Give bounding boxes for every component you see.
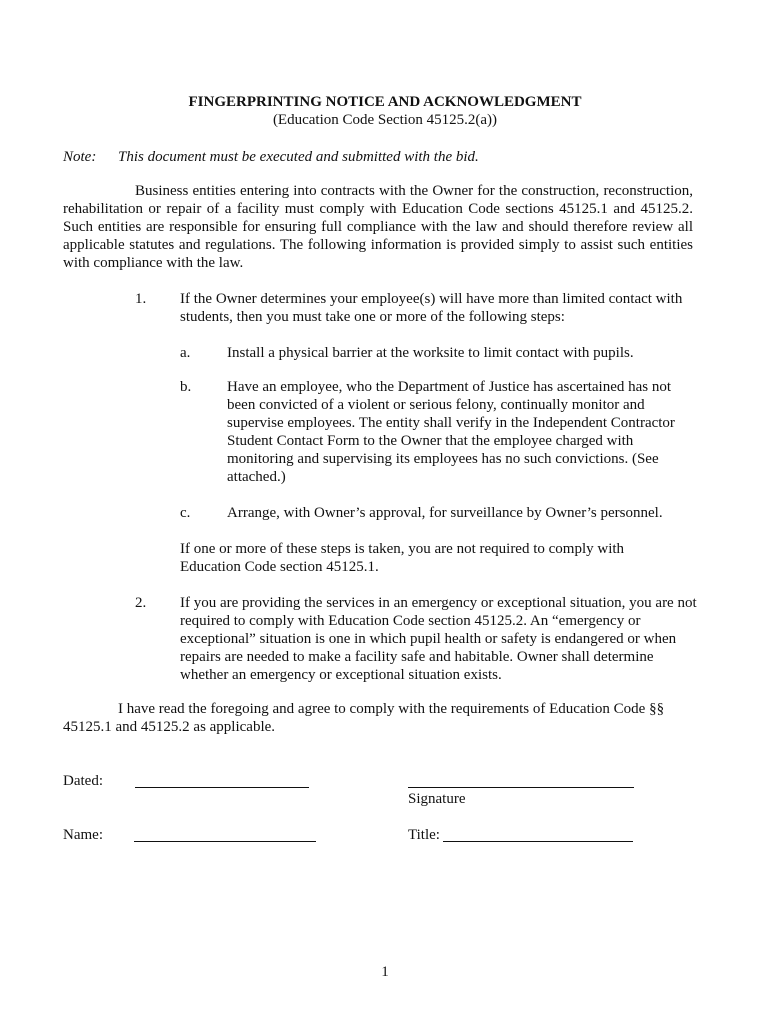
note-label: Note: <box>63 149 97 165</box>
subitem-c-text: Arrange, with Owner’s approval, for surveillance by Owner’s personnel. <box>227 505 663 521</box>
closing-paragraph: I have read the foregoing and agree to comply with the requirements of Education Code §§ 45125.1 and 45125.2 as applicable. <box>63 701 665 735</box>
signature-line[interactable] <box>408 787 634 788</box>
name-label: Name: <box>63 827 103 843</box>
page-number: 1 <box>381 964 389 980</box>
subitem-c-letter: c. <box>180 505 191 521</box>
name-line[interactable] <box>134 841 316 842</box>
dated-line[interactable] <box>135 787 309 788</box>
item-2-text: If you are providing the services in an emergency or exceptional situation, you are not required to comply with Education Code section 45125.2. An “emergency or exceptional” situation is one in which pupil health or safety is endangered or when repairs are needed to make a facility safe and habitable. Owner shall determine whether an emergency or exceptional situation exists. <box>180 595 697 683</box>
document-subtitle: (Education Code Section 45125.2(a)) <box>272 112 498 128</box>
title-line[interactable] <box>443 841 633 842</box>
subitem-a-letter: a. <box>180 345 191 361</box>
dated-label: Dated: <box>63 773 103 789</box>
title-label: Title: <box>408 827 440 843</box>
note-text: This document must be executed and submitted with the bid. <box>118 149 479 165</box>
subitem-b-letter: b. <box>180 379 192 395</box>
item-1-number: 1. <box>135 291 147 307</box>
document-title: FINGERPRINTING NOTICE AND ACKNOWLEDGMENT <box>188 94 582 110</box>
item-1-text: If the Owner determines your employee(s) will have more than limited contact with students, then you must take one or more of the following steps: <box>180 291 683 325</box>
item-1-followup: If one or more of these steps is taken, you are not required to comply with Education Code section 45125.1. <box>180 541 625 575</box>
subitem-b-text: Have an employee, who the Department of Justice has ascertained has not been convicted of a violent or serious felony, continually monitor and supervise employees. The entity shall verify in the Independent Contractor Student Contact Form to the Owner that the employee charged with monitoring and supervising its employees has no such convictions. (See attached.) <box>227 379 675 485</box>
item-2-number: 2. <box>135 595 147 611</box>
note <box>63 148 479 166</box>
subitem-a-text: Install a physical barrier at the worksite to limit contact with pupils. <box>227 345 634 361</box>
signature-label: Signature <box>408 791 466 807</box>
intro-paragraph: Business entities entering into contracts with the Owner for the construction, reconstruction, rehabilitation or repair of a facility must comply with Education Code sections 45125.1 and 45125.2. Such entities are responsible for ensuring full compliance with the law and should therefore review all applicable statutes and regulations. The following information is provided simply to assist such entities with compliance with the law. <box>63 183 693 271</box>
